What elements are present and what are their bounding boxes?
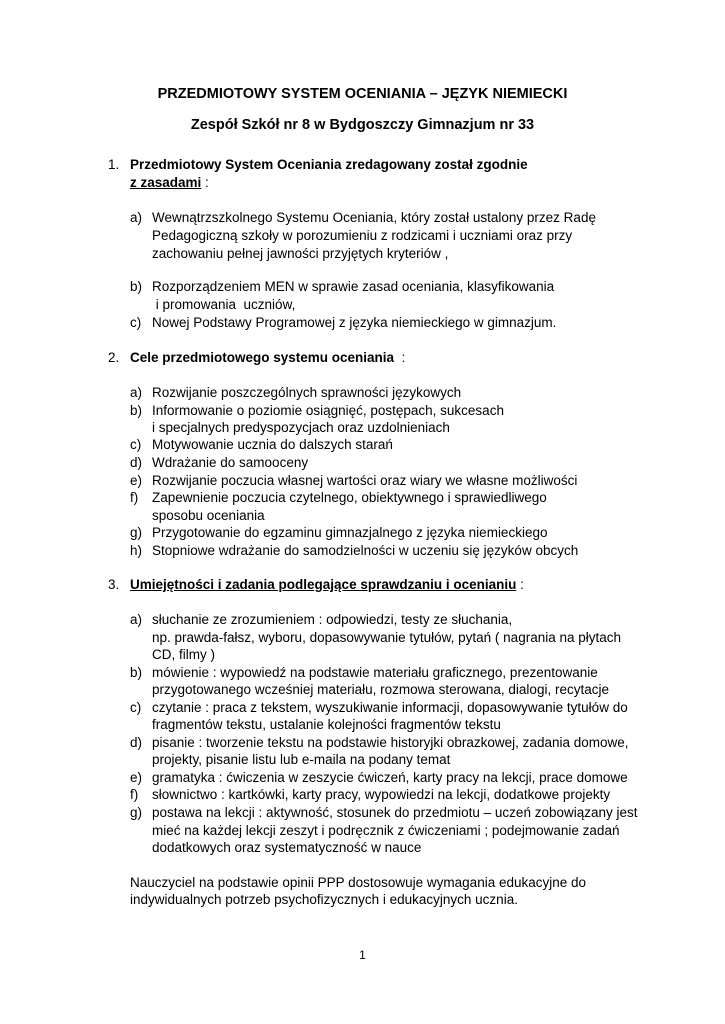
section-3-heading-row xyxy=(130,576,524,594)
list-item-letter: c) xyxy=(130,700,142,715)
section-1-number: 1. xyxy=(108,157,120,172)
section-2-heading-suffix: : xyxy=(394,350,406,365)
section-1-heading-suffix: : xyxy=(201,175,209,190)
list-item-letter: h) xyxy=(130,543,143,558)
list-item: pisanie : tworzenie tekstu na podstawie historyjki obrazkowej, zadania domowe, xyxy=(152,735,629,750)
list-item: słuchanie ze zrozumieniem : odpowiedzi, testy ze słuchania, xyxy=(152,612,513,627)
list-item-letter: c) xyxy=(130,315,142,330)
list-item-letter: b) xyxy=(130,279,143,294)
list-item: Pedagogiczną szkoły w porozumieniu z rodzicami i uczniami oraz przy xyxy=(152,228,573,243)
list-item: Rozwijanie poczucia własnej wartości oraz wiary we własne możliwości xyxy=(152,473,578,488)
list-item: dodatkowych oraz systematyczność w nauce xyxy=(152,840,422,855)
section-3-number: 3. xyxy=(108,577,120,592)
section-3-heading: Umiejętności i zadania podlegające sprawdzaniu i ocenianiu xyxy=(130,577,517,592)
list-item: mieć na każdej lekcji zeszyt i podręcznik z ćwiczeniami ; podejmowanie zadań xyxy=(152,823,620,838)
list-item: fragmentów tekstu, ustalanie kolejności fragmentów tekstu xyxy=(152,717,501,732)
closing-paragraph-line: Nauczyciel na podstawie opinii PPP dostosowuje wymagania edukacyjne do xyxy=(130,875,587,890)
list-item: Wewnątrzszkolnego Systemu Oceniania, który został ustalony przez Radę xyxy=(152,210,596,225)
list-item-letter: c) xyxy=(130,437,142,452)
list-item: i specjalnych predyspozycjach oraz uzdolnieniach xyxy=(152,420,450,435)
list-item: postawa na lekcji : aktywność, stosunek do przedmiotu – uczeń zobowiązany jest xyxy=(152,805,638,820)
list-item: zachowaniu pełnej jawności przyjętych kryteriów , xyxy=(152,246,449,261)
page-number: 1 xyxy=(359,948,366,962)
list-item: gramatyka : ćwiczenia w zeszycie ćwiczeń, karty pracy na lekcji, prace domowe xyxy=(152,770,628,785)
section-2-heading: Cele przedmiotowego systemu oceniania xyxy=(130,350,395,365)
list-item: Przygotowanie do egzaminu gimnazjalnego z języka niemieckiego xyxy=(152,525,548,540)
section-1-heading: Przedmiotowy System Oceniania zredagowany został zgodnie xyxy=(130,157,528,172)
section-2-heading-row xyxy=(130,349,405,367)
list-item-letter: e) xyxy=(130,473,143,488)
list-item: słownictwo : kartkówki, karty pracy, wypowiedzi na lekcji, dodatkowe projekty xyxy=(152,787,611,802)
list-item: przygotowanego wcześniej materiału, rozmowa sterowana, dialogi, recytacje xyxy=(152,682,609,697)
list-item: Stopniowe wdrażanie do samodzielności w uczeniu się języków obcych xyxy=(152,543,579,558)
list-item-letter: a) xyxy=(130,385,143,400)
section-2-number: 2. xyxy=(108,350,120,365)
list-item: Rozporządzeniem MEN w sprawie zasad oceniania, klasyfikowania xyxy=(152,279,555,294)
list-item: mówienie : wypowiedź na podstawie materiału graficznego, prezentowanie xyxy=(152,665,598,680)
list-item: np. prawda-fałsz, wyboru, dopasowywanie tytułów, pytań ( nagrania na płytach xyxy=(152,630,622,645)
list-item-letter: b) xyxy=(130,665,143,680)
list-item: i promowania uczniów, xyxy=(152,297,296,312)
list-item-letter: f) xyxy=(130,490,139,505)
list-item-letter: f) xyxy=(130,787,139,802)
section-3-heading-suffix: : xyxy=(516,577,524,592)
list-item: projekty, pisanie listu lub e-maila na podany temat xyxy=(152,752,451,767)
page-title: PRZEDMIOTOWY SYSTEM OCENIANIA – JĘZYK NIEMIECKI xyxy=(157,86,568,102)
closing-paragraph-line: indywidualnych potrzeb psychofizycznych i edukacyjnych ucznia. xyxy=(130,892,518,907)
list-item-letter: d) xyxy=(130,455,143,470)
list-item-letter: g) xyxy=(130,805,143,820)
list-item: Nowej Podstawy Programowej z języka niemieckiego w gimnazjum. xyxy=(152,315,557,330)
list-item-letter: b) xyxy=(130,403,143,418)
list-item: Wdrażanie do samooceny xyxy=(152,455,309,470)
section-1-heading-cont xyxy=(130,174,209,192)
page-subtitle: Zespół Szkół nr 8 w Bydgoszczy Gimnazjum nr 33 xyxy=(190,117,535,133)
list-item: Zapewnienie poczucia czytelnego, obiektywnego i sprawiedliwego xyxy=(152,490,547,505)
list-item-letter: a) xyxy=(130,612,143,627)
list-item: Informowanie o poziomie osiągnięć, postępach, sukcesach xyxy=(152,403,504,418)
list-item: Motywowanie ucznia do dalszych starań xyxy=(152,437,393,452)
list-item: CD, filmy ) xyxy=(152,647,215,662)
list-item-letter: d) xyxy=(130,735,143,750)
section-1-heading-line2: z zasadami xyxy=(130,175,202,190)
list-item-letter: e) xyxy=(130,770,143,785)
list-item: Rozwijanie poszczególnych sprawności językowych xyxy=(152,385,462,400)
list-item-letter: a) xyxy=(130,210,143,225)
list-item: czytanie : praca z tekstem, wyszukiwanie informacji, dopasowywanie tytułów do xyxy=(152,700,628,715)
list-item: sposobu oceniania xyxy=(152,508,265,523)
list-item-letter: g) xyxy=(130,525,143,540)
